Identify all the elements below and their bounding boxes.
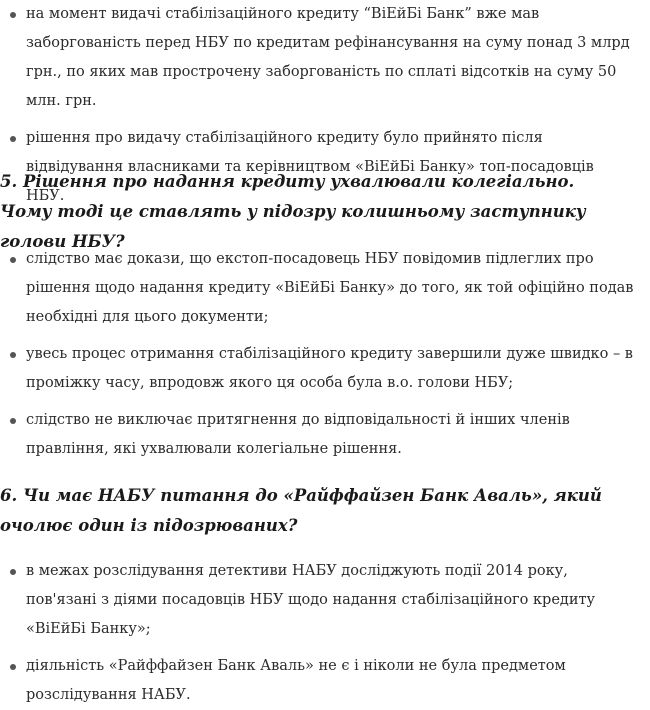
section-6-heading: 6. Чи має НАБУ питання до «Райффайзен Банк Аваль», який очолює один із підозрюваних? xyxy=(0,486,602,535)
list-item: діяльність «Райффайзен Банк Аваль» не є і ніколи не була предметом розслідування НАБУ. xyxy=(0,652,586,710)
list-item: слідство не виключає притягнення до відповідальності й інших членів правління, які ухвалювали колегіальне рішення. xyxy=(0,406,644,464)
list-item: увесь процес отримання стабілізаційного кредиту завершили дуже швидко – в проміжку часу, впродовж якого ця особа була в.о. голови НБУ; xyxy=(0,340,641,398)
bullet-list-section-5 xyxy=(0,245,650,464)
list-item: слідство має докази, що екстоп-посадовець НБУ повідомив підлеглих про рішення щодо надання кредиту «ВіЕйБі Банку» до того, як той офіційно подав необхідні для цього документи; xyxy=(0,245,641,332)
list-item: рішення про видачу стабілізаційного кредиту було прийнято після відвідування власниками та керівництвом «ВіЕйБі Банку» топ-посадовців НБУ. xyxy=(0,124,596,211)
list-item: на момент видачі стабілізаційного кредиту “ВіЕйБі Банк” вже мав заборгованість перед НБУ по кредитам рефінансування на суму понад 3 млрд грн., по яких мав прострочену заборгованість по сплаті відсотків на суму 50 млн. грн. xyxy=(0,0,630,116)
list-item: в межах розслідування детективи НАБУ досліджують події 2014 року, пов'язані з діями посадовців НБУ щодо надання стабілізаційного кредиту «ВіЕйБі Банку»; xyxy=(0,557,641,644)
bullet-list-section-6 xyxy=(0,557,650,710)
section-5-heading: 5. Рішення про надання кредиту ухвалювали колегіально. Чому тоді це ставлять у підозру колишньому заступнику голови НБУ? xyxy=(0,172,586,251)
